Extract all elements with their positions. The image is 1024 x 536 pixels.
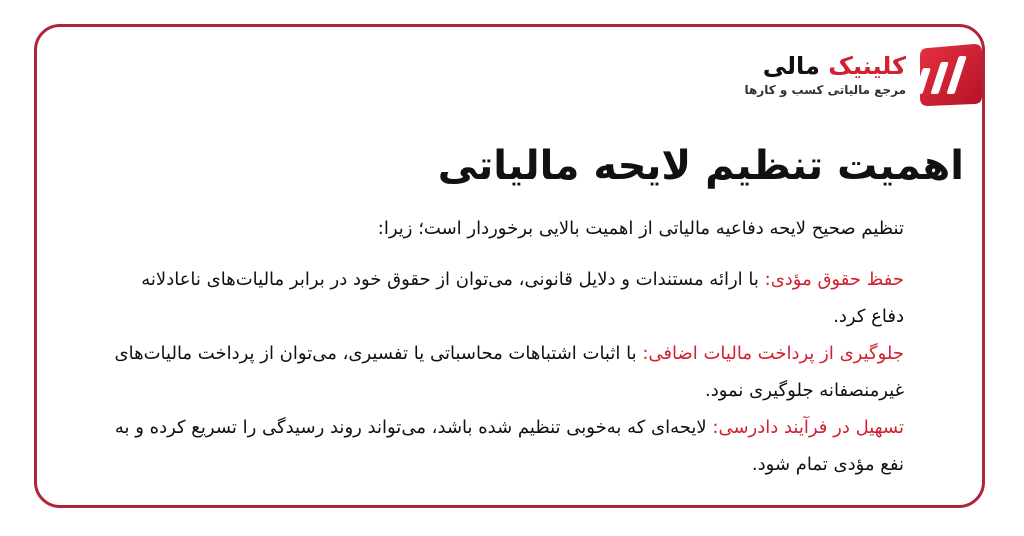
brand-header — [744, 40, 986, 110]
page-title: اهمیت تنظیم لایحه مالیاتی — [437, 143, 964, 189]
list-item — [104, 335, 904, 409]
item-term: حفظ حقوق مؤدی: — [764, 269, 904, 290]
brand-name-part1: کلینیک — [828, 52, 906, 80]
brand-logo-icon — [916, 40, 986, 110]
brand-name — [763, 51, 906, 81]
item-text: با ارائه مستندات و دلایل قانونی، می‌توان از حقوق خود در برابر مالیات‌های ناعادلانه دفاع کرد. — [141, 269, 904, 327]
brand-name-part2: مالی — [762, 52, 820, 80]
item-text: لایحه‌ای که به‌خوبی تنظیم شده باشد، می‌تواند روند رسیدگی را تسریع کرده و به نفع مؤدی تمام شود. — [114, 417, 904, 475]
list-item — [104, 409, 904, 483]
brand-tagline: مرجع مالیاتی کسب و کارها — [744, 83, 906, 97]
list-item — [104, 261, 904, 335]
brand-text — [744, 51, 906, 99]
item-term: تسهیل در فرآیند دادرسی: — [712, 417, 904, 438]
article-body — [104, 210, 904, 483]
intro-paragraph: تنظیم صحیح لایحه دفاعیه مالیاتی از اهمیت بالایی برخوردار است؛ زیرا: — [377, 218, 904, 239]
item-text: با اثبات اشتباهات محاسباتی یا تفسیری، می‌توان از پرداخت مالیات‌های غیرمنصفانه جلوگیری نمود. — [114, 343, 904, 401]
item-term: جلوگیری از پرداخت مالیات اضافی: — [642, 343, 904, 364]
